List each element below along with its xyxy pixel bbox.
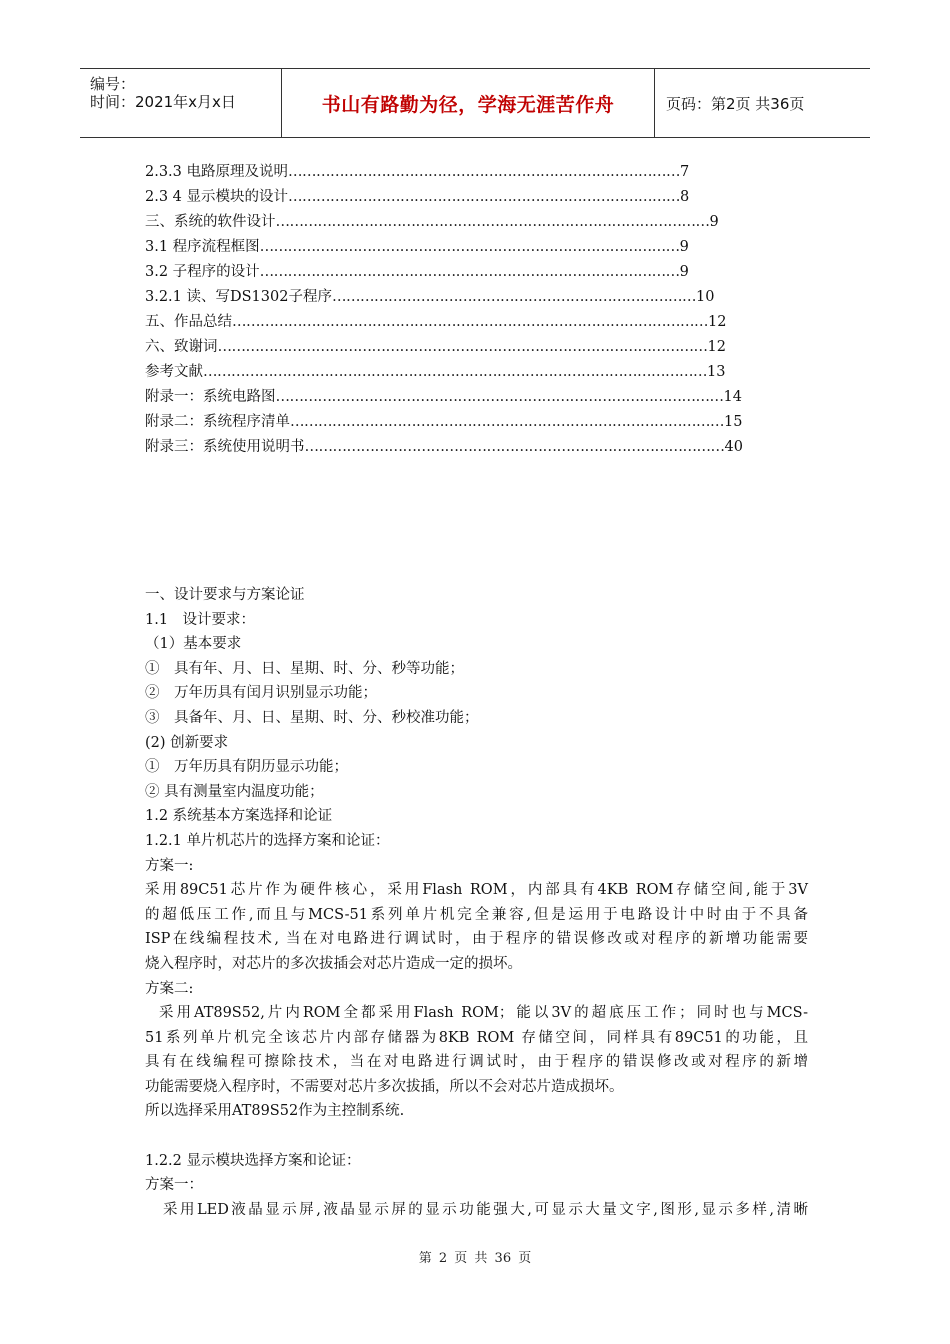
blank-line: [145, 1124, 808, 1149]
toc-page: 10: [695, 289, 715, 305]
toc-page: 13: [707, 364, 726, 380]
toc-page: 14: [723, 389, 742, 405]
toc-title: 2.3.3 电路原理及说明: [145, 164, 289, 180]
toc-leader: ………………………………………………………………………………………………: [203, 364, 707, 380]
toc-leader: …………………………………………………………………………: [288, 164, 681, 180]
header-meta: [80, 69, 280, 137]
plan-label: 方案一：: [145, 1177, 203, 1194]
subsection-heading: 1.2 系统基本方案选择和论证: [145, 808, 333, 825]
toc-title: 附录二：系统程序清单: [145, 414, 290, 430]
document-body: [145, 583, 808, 1222]
toc-page: 15: [724, 414, 743, 430]
paragraph-line: 功能需要烧入程序时，不需要对芯片多次拔插，所以不会对芯片造成损坏。: [145, 1078, 624, 1095]
toc-entry: [145, 160, 805, 185]
toc-page: 12: [708, 314, 727, 330]
paragraph: (2) 创新要求: [145, 734, 229, 751]
list-item: ① 具有年、月、日、星期、时、分、秒等功能；: [145, 660, 464, 677]
plan-label: 方案二:: [145, 980, 194, 997]
toc-title: 附录一：系统电路图: [145, 389, 276, 405]
paragraph-line: ISP在线编程技术, 当在对电路进行调试时，由于程序的错误修改或对程序的新增功能需要: [145, 931, 808, 948]
time-label: 时间：2021年x月x日: [90, 93, 236, 111]
number-label: 编号：: [90, 75, 136, 93]
toc-leader: …………………………………………………………………………………: [290, 414, 724, 430]
paragraph-line: 采用89C51芯片作为硬件核心，采用Flash ROM，内部具有4KB ROM存储空间,能于3V: [145, 882, 808, 899]
page-header: [80, 68, 870, 138]
toc-leader: ………………………………………………………………………………: [304, 439, 725, 455]
toc-entry: [145, 310, 805, 335]
toc-page: 9: [709, 214, 719, 230]
toc-page: 8: [680, 189, 690, 205]
toc-leader: ………………………………………………………………………………: [259, 264, 680, 280]
paragraph-line: 采用LED液晶显示屏,液晶显示屏的显示功能强大,可显示大量文字,图形,显示多样,清晰: [163, 1201, 808, 1218]
subsection-heading: 1.2.2 显示模块选择方案和论证：: [145, 1152, 361, 1169]
subsection-heading: 1.1 设计要求：: [145, 611, 256, 628]
toc-title: 3.2.1 读、写DS1302子程序: [145, 289, 332, 305]
toc-entry: [145, 435, 805, 460]
list-item: ③ 具备年、月、日、星期、时、分、秒校准功能；: [145, 709, 479, 726]
toc-entry: [145, 385, 805, 410]
toc-title: 2.3 4 显示模块的设计: [145, 189, 289, 205]
toc-page: 9: [679, 264, 689, 280]
page-footer: 第 2 页 共 36 页: [418, 1251, 532, 1266]
toc-entry: [145, 235, 805, 260]
paragraph-line: 的超低压工作,而且与MCS-51系列单片机完全兼容,但是运用于电路设计中时由于不具备: [145, 906, 808, 923]
toc-title: 附录三：系统使用说明书: [145, 439, 305, 455]
toc-title: 五、作品总结: [145, 314, 232, 330]
toc-page: 40: [724, 439, 743, 455]
toc-page: 9: [679, 239, 689, 255]
paragraph-line: 采用AT89S52,片内ROM全都采用Flash ROM；能以3V的超底压工作；同时也与MCS-: [159, 1005, 808, 1022]
toc-leader: ……………………………………………………………………………………: [275, 389, 724, 405]
header-motto: 书山有路勤为径，学海无涯苦作舟: [321, 93, 615, 116]
paragraph-line: 51系列单片机完全该芯片内部存储器为8KB ROM 存储空间，同样具有89C51的功能，且: [145, 1029, 808, 1046]
header-page-code: 页码：第2页 共36页: [666, 94, 805, 113]
toc-entry: [145, 360, 805, 385]
toc-page: 12: [707, 339, 726, 355]
toc-title: 参考文献: [145, 364, 203, 380]
list-item: ② 具有测量室内温度功能；: [145, 783, 324, 800]
plan-label: 方案一:: [145, 857, 194, 874]
toc-entry: [145, 285, 805, 310]
paragraph-line: 烧入程序时，对芯片的多次拔插会对芯片造成一定的损坏。: [145, 955, 522, 972]
toc-leader: …………………………………………………………………………………: [275, 214, 710, 230]
paragraph: （1）基本要求: [145, 636, 242, 653]
toc-entry: [145, 185, 805, 210]
section-heading: 一、设计要求与方案论证: [145, 587, 305, 603]
toc-entry: [145, 260, 805, 285]
table-of-contents: [145, 160, 805, 460]
toc-leader: …………………………………………………………………………: [288, 189, 681, 205]
toc-leader: ……………………………………………………………………: [331, 289, 696, 305]
toc-leader: ……………………………………………………………………………………………: [217, 339, 708, 355]
list-item: ② 万年历具有闰月识别显示功能；: [145, 685, 377, 702]
toc-title: 3.2 子程序的设计: [145, 264, 260, 280]
toc-entry: [145, 210, 805, 235]
toc-leader: ………………………………………………………………………………: [259, 239, 680, 255]
toc-title: 3.1 程序流程框图: [145, 239, 260, 255]
toc-entry: [145, 335, 805, 360]
subsection-heading: 1.2.1 单片机芯片的选择方案和论证：: [145, 832, 390, 849]
header-divider: [654, 69, 655, 137]
toc-title: 三、系统的软件设计: [145, 214, 276, 230]
toc-page: 7: [680, 164, 690, 180]
list-item: ① 万年历具有阴历显示功能；: [145, 759, 348, 776]
paragraph-line: 具有在线编程可擦除技术，当在对电路进行调试时，由于程序的错误修改或对程序的新增: [145, 1054, 808, 1071]
toc-title: 六、致谢词: [145, 339, 218, 355]
paragraph-line: 所以选择采用AT89S52作为主控制系统.: [145, 1103, 405, 1120]
toc-leader: …………………………………………………………………………………………: [232, 314, 708, 330]
toc-entry: [145, 410, 805, 435]
